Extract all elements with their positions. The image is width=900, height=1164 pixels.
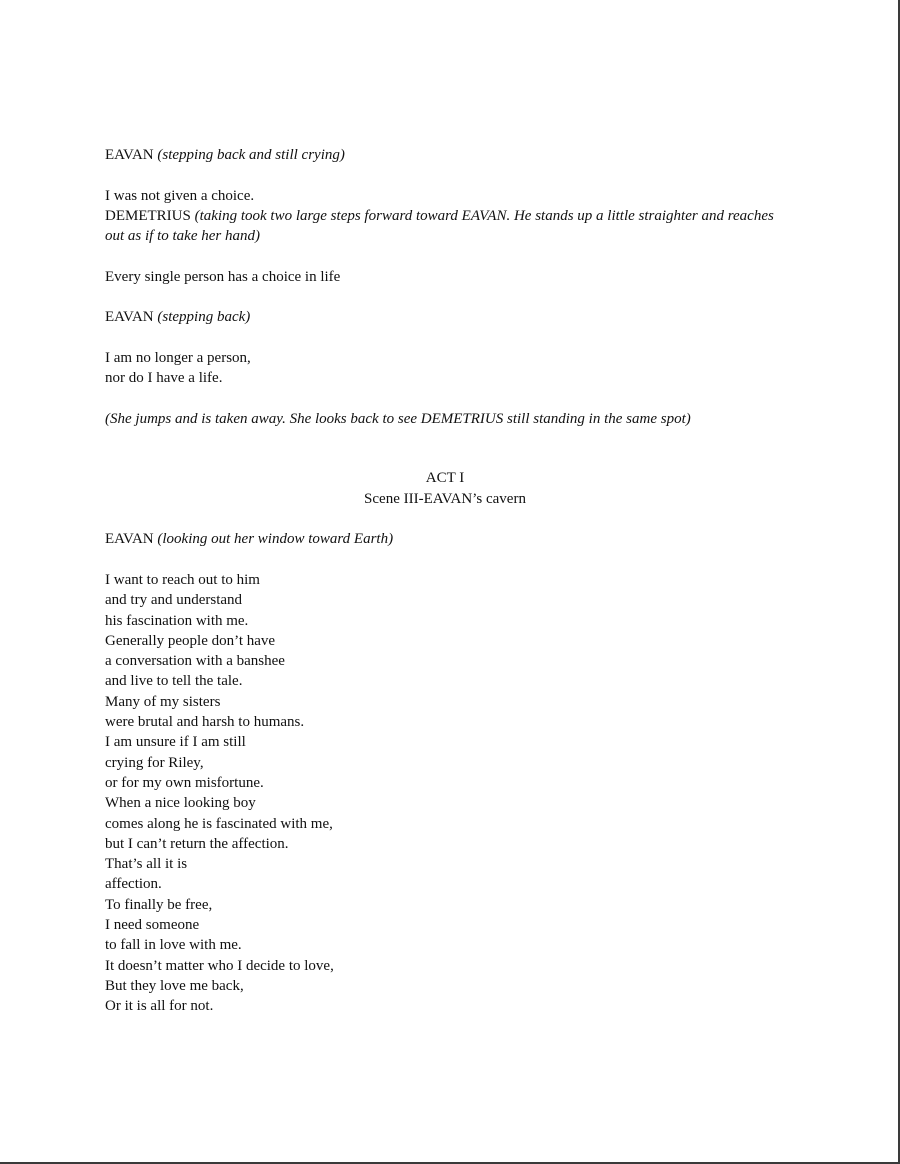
spacer: [105, 509, 785, 529]
character-cue-eavan: [105, 529, 785, 549]
monologue-line: It doesn’t matter who I decide to love,: [105, 957, 334, 974]
script-content: [105, 145, 785, 1016]
stage-direction: (looking out her window toward Earth): [157, 531, 394, 548]
monologue-line: and try and understand: [105, 592, 243, 609]
monologue-block: [105, 570, 785, 1017]
stage-direction: (taking took two large steps forward toward EAVAN. He stands up a little straighter and reaches out as if to take her hand): [105, 207, 774, 245]
stage-direction-paragraph: [105, 409, 785, 429]
dialogue-line: I was not given a choice.: [105, 187, 255, 204]
speaker-name: EAVAN: [105, 531, 154, 548]
speaker-name: EAVAN: [105, 309, 154, 326]
dialogue-line: nor do I have a life.: [105, 370, 223, 387]
monologue-line: affection.: [105, 876, 162, 893]
spacer: [105, 389, 785, 409]
monologue-line: comes along he is fascinated with me,: [105, 815, 333, 832]
spacer: [105, 328, 785, 348]
monologue-line: were brutal and harsh to humans.: [105, 714, 305, 731]
character-cue-eavan: [105, 307, 785, 327]
monologue-line: Generally people don’t have: [105, 632, 276, 649]
spacer: [105, 550, 785, 570]
scene-heading: [105, 448, 785, 509]
monologue-line: I need someone: [105, 916, 200, 933]
monologue-line: Or it is all for not.: [105, 998, 214, 1015]
monologue-line: his fascination with me.: [105, 612, 249, 629]
monologue-line: or for my own misfortune.: [105, 774, 264, 791]
stage-direction: (stepping back): [157, 309, 251, 326]
scene-title: Scene III-EAVAN’s cavern: [364, 490, 526, 507]
speaker-name: EAVAN: [105, 147, 154, 163]
monologue-line: I am unsure if I am still: [105, 734, 246, 751]
character-cue-demetrius: [105, 206, 785, 247]
spacer: [105, 287, 785, 307]
dialogue-block: [105, 348, 785, 389]
monologue-line: But they love me back,: [105, 977, 244, 994]
stage-direction: (stepping back and still crying): [157, 147, 345, 163]
monologue-line: crying for Riley,: [105, 754, 204, 771]
monologue-line: Many of my sisters: [105, 693, 221, 710]
monologue-line: to fall in love with me.: [105, 937, 242, 954]
monologue-line: I want to reach out to him: [105, 571, 260, 588]
monologue-line: That’s all it is: [105, 856, 188, 873]
speaker-name: DEMETRIUS: [105, 207, 191, 224]
monologue-line: When a nice looking boy: [105, 795, 256, 812]
monologue-line: To finally be free,: [105, 896, 213, 913]
spacer: [105, 448, 785, 468]
monologue-line: and live to tell the tale.: [105, 673, 243, 690]
act-title: ACT I: [425, 470, 465, 487]
character-cue-eavan: [105, 145, 785, 165]
dialogue-line: Every single person has a choice in life: [105, 268, 341, 285]
spacer: [105, 165, 785, 185]
monologue-line: a conversation with a banshee: [105, 653, 285, 670]
monologue-line: but I can’t return the affection.: [105, 835, 289, 852]
dialogue-line: I am no longer a person,: [105, 349, 251, 366]
spacer: [105, 246, 785, 266]
stage-direction: (She jumps and is taken away. She looks back to see DEMETRIUS still standing in the same spot): [105, 410, 691, 427]
